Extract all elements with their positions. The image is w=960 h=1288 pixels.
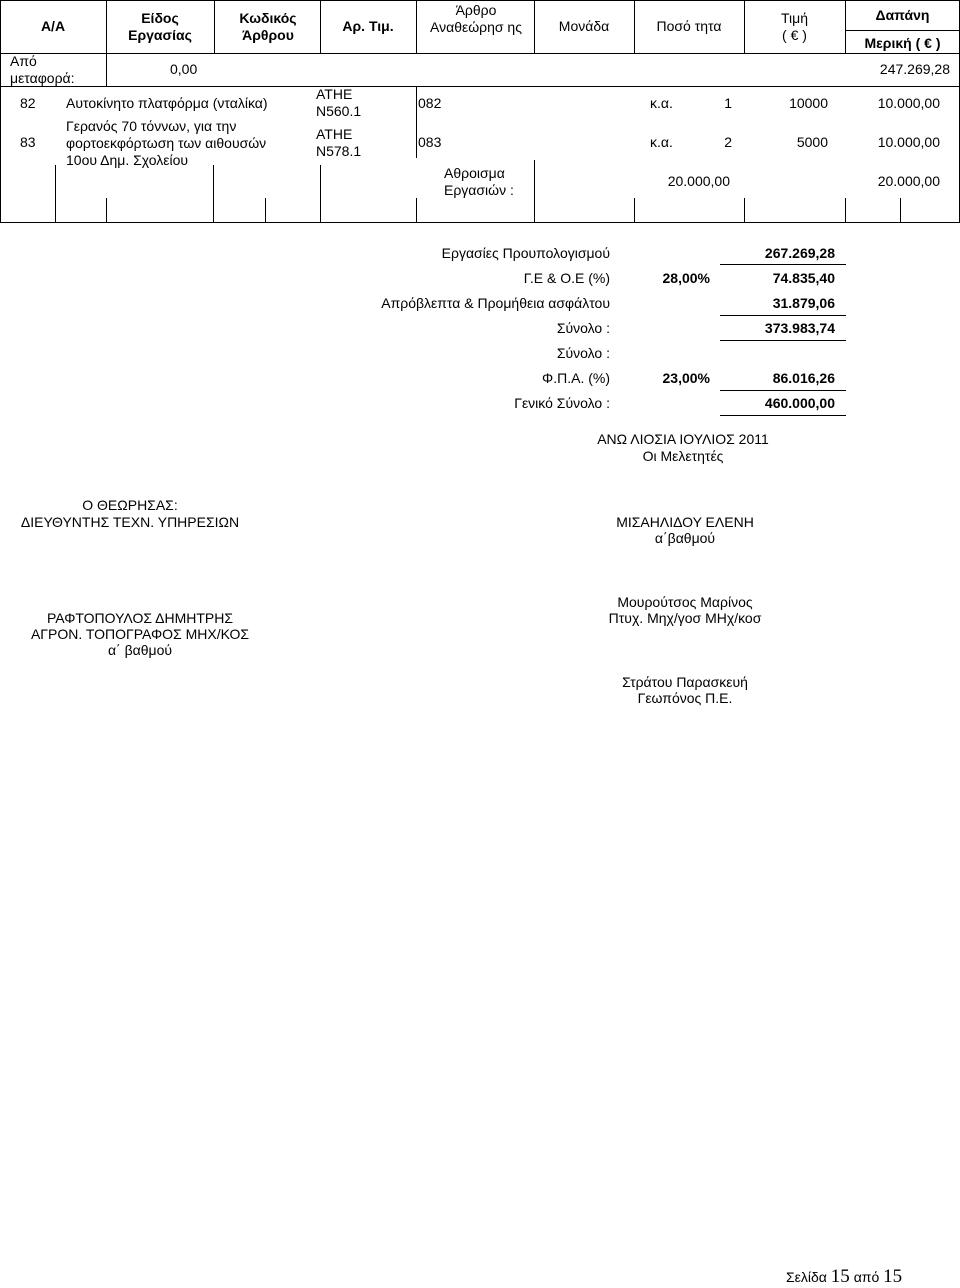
subtotal-label: Σύνολο : [556,320,610,336]
row-aa: 83 [20,134,36,150]
designer3-name: Στράτου Παρασκευή [622,674,748,690]
designer1-grade: α΄βαθμού [654,530,716,546]
row-quantity: 2 [724,134,732,150]
works-sum-value: 20.000,00 [667,173,730,189]
header-price-ref: Αρ. Τιμ. [342,18,394,34]
unforeseen-value: 31.879,06 [772,295,835,311]
reviewer-title: Ο ΘΕΩΡΗΣΑΣ: [82,497,178,513]
header-price-unit: ( € ) [782,27,807,43]
header-article-code: Κωδικός Άρθρου [239,10,297,43]
reviewer-grade: α΄ βαθμού [107,642,173,658]
of-word: από [853,1269,880,1285]
row-price: 10000 [789,95,828,111]
grand-total-label: Γενικό Σύνολο : [514,395,610,411]
row-revision-article: 083 [418,134,442,150]
total-pages: 15 [883,1266,903,1287]
header-aa: Α/Α [40,18,66,34]
header-work-type: Είδος Εργασίας [128,10,192,43]
designer2-role: Πτυχ. Μηχ/γοσ ΜΗχ/κοσ [608,610,762,626]
page-word: Σελίδα [786,1269,827,1285]
page-footer [786,1266,902,1288]
total-label: Σύνολο : [556,345,610,361]
page-number: 15 [830,1266,850,1287]
budget-label: Εργασίες Προυπολογισμού [441,245,610,261]
vat-label: Φ.Π.Α. (%) [542,370,610,386]
row-unit: κ.α. [650,95,673,111]
budget-value: 267.269,28 [764,245,835,261]
row-unit: κ.α. [650,134,673,150]
row-work-type: Αυτοκίνητο πλατφόρμα (νταλίκα) [66,95,268,111]
overhead-value: 74.835,40 [772,270,835,286]
header-partial: Μερική ( € ) [864,35,941,51]
row-revision-article: 082 [418,95,442,111]
works-sum-total: 20.000,00 [877,173,940,189]
designer3-role: Γεωπόνος Π.Ε. [637,690,733,706]
row-partial: 10.000,00 [877,95,940,111]
row-article-code: ΑΤΗΕ Ν578.1 [316,126,362,159]
header-unit: Μονάδα [558,18,610,34]
header-quantity: Ποσό τητα [656,18,722,34]
carry-over-total: 247.269,28 [879,61,950,77]
header-revision-article: Άρθρο Αναθεώρησ ης [430,2,522,35]
subtotal-value: 373.983,74 [764,320,835,336]
designer1-name: ΜΙΣΑΗΛΙΔΟΥ ΕΛΕΝΗ [616,514,754,530]
carry-over-label: Από μεταφορά: [10,53,75,86]
reviewer-name: ΡΑΦΤΟΠΟΥΛΟΣ ΔΗΜΗΤΡΗΣ [46,610,234,626]
reviewer-role: ΑΓΡΟΝ. ΤΟΠΟΓΡΑΦΟΣ ΜΗΧ/ΚΟΣ [30,626,250,642]
reviewer-department: ΔΙΕΥΘΥΝΤΗΣ ΤΕΧΝ. ΥΠΗΡΕΣΙΩΝ [20,514,240,530]
row-partial: 10.000,00 [877,134,940,150]
designer2-name: Μουρούτσος Μαρίνος [617,594,753,610]
row-price: 5000 [796,134,828,150]
carry-over-value: 0,00 [170,61,198,77]
overhead-label: Γ.Ε & Ο.Ε (%) [523,270,610,286]
header-price: Τιμή [781,10,808,26]
works-sum-label: Αθροισμα Εργασιών : [444,165,514,198]
vat-value: 86.016,26 [772,370,835,386]
grand-total-value: 460.000,00 [764,395,835,411]
header-cost: Δαπάνη [875,7,930,23]
row-work-type: Γερανός 70 τόννων, για την φορτοεκφόρτωση των αιθουσών 10ου Δημ. Σχολείου [66,118,267,168]
vat-percent: 23,00% [662,370,710,386]
place-date: ΑΝΩ ΛΙΟΣΙΑ ΙΟΥΛΙΟΣ 2011 [597,431,769,447]
designers-heading: Οι Μελετητές [642,448,724,464]
overhead-percent: 28,00% [662,270,710,286]
row-aa: 82 [20,95,36,111]
row-quantity: 1 [724,95,732,111]
row-article-code: ΑΤΗΕ Ν560.1 [316,86,362,119]
unforeseen-label: Απρόβλεπτα & Προμήθεια ασφάλτου [381,295,610,311]
